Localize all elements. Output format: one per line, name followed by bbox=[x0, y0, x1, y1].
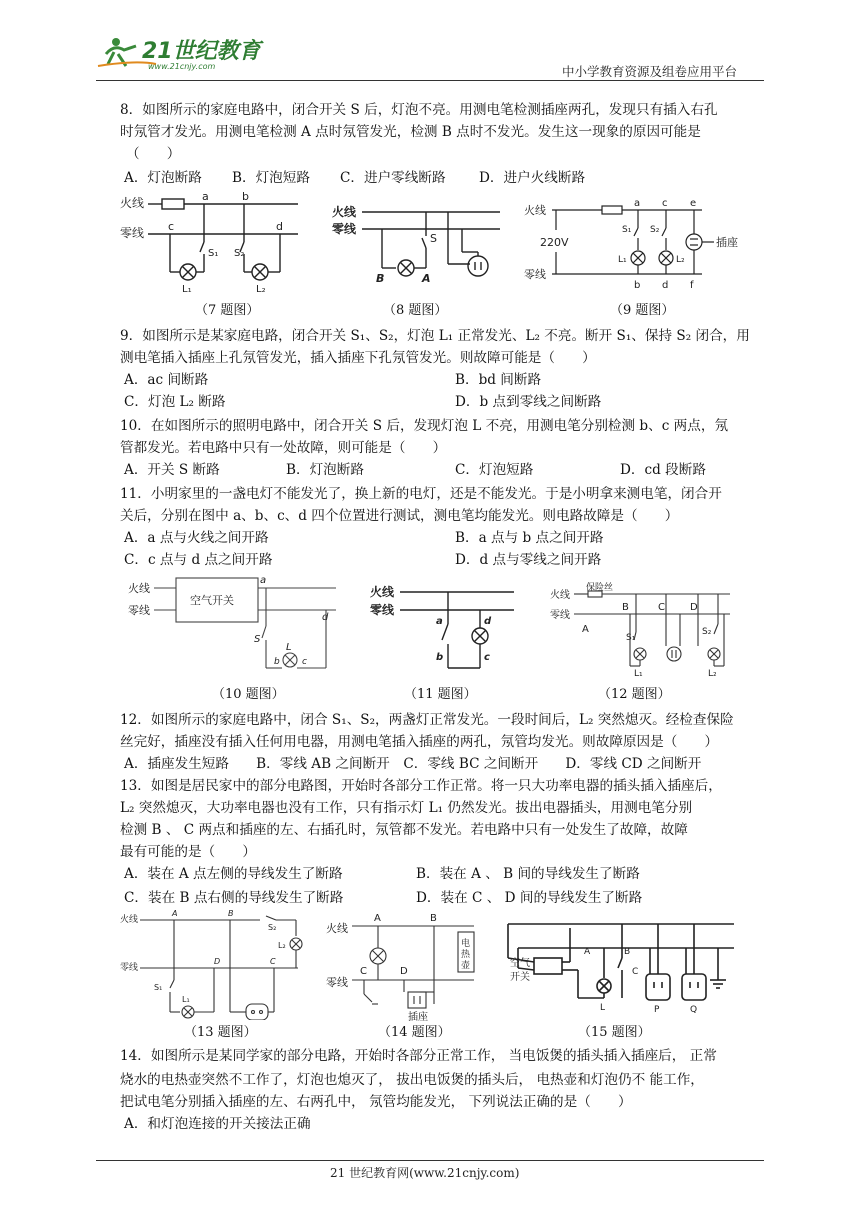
svg-text:电: 电 bbox=[461, 939, 471, 949]
q11-option-a: A．a 点与火线之间开路 bbox=[124, 530, 269, 546]
header-divider bbox=[96, 80, 764, 81]
svg-text:c: c bbox=[662, 198, 668, 209]
svg-text:开关: 开关 bbox=[510, 972, 530, 983]
svg-text:零线: 零线 bbox=[370, 603, 395, 617]
q8-option-b: B．灯泡短路 bbox=[232, 170, 310, 186]
q13-option-b: B．装在 A 、 B 间的导线发生了断路 bbox=[416, 866, 640, 882]
svg-text:L₂: L₂ bbox=[676, 255, 685, 265]
figure-15-caption: （15 题图） bbox=[578, 1025, 651, 1040]
figure-7-circuit bbox=[118, 192, 303, 297]
svg-text:d: d bbox=[484, 616, 492, 627]
footer-text: 21 世纪教育网(www.21cnjy.com) bbox=[330, 1166, 520, 1180]
q12-line1: 12．如图所示的家庭电路中，闭合 S₁、S₂，两盏灯正常发光。一段时间后，L₂ 突然熄灭。经检查保险 bbox=[120, 712, 734, 728]
svg-text:P: P bbox=[654, 1005, 660, 1015]
figure-7-caption: （7 题图） bbox=[195, 303, 260, 318]
q8-option-d: D．进户火线断路 bbox=[479, 170, 586, 186]
svg-text:S₁: S₁ bbox=[208, 248, 219, 259]
svg-text:火线: 火线 bbox=[120, 915, 139, 925]
svg-text:零线: 零线 bbox=[550, 610, 570, 621]
svg-text:火线: 火线 bbox=[128, 582, 150, 595]
q14-line2: 烧水的电热壶突然不工作了，灯泡也熄灭了， 拔出电饭煲的插头后， 电热壶和灯泡仍不 能工作， bbox=[120, 1072, 704, 1088]
q13-line4: 最有可能的是（ ） bbox=[120, 844, 256, 860]
svg-text:A: A bbox=[374, 913, 381, 924]
svg-text:L₂: L₂ bbox=[278, 941, 286, 950]
q9-option-c: C．灯泡 L₂ 断路 bbox=[124, 394, 226, 410]
svg-text:Q: Q bbox=[690, 1005, 698, 1015]
svg-text:C: C bbox=[270, 957, 276, 966]
svg-text:零线: 零线 bbox=[326, 976, 348, 989]
q10-line1: 10．在如图所示的照明电路中，闭合开关 S 后，发现灯泡 L 不亮，用测电笔分别检测 b、c 两点，氖 bbox=[120, 418, 729, 434]
svg-text:壶: 壶 bbox=[461, 961, 471, 971]
svg-text:零线: 零线 bbox=[120, 226, 145, 240]
svg-text:a: a bbox=[634, 198, 641, 209]
svg-text:火线: 火线 bbox=[332, 205, 357, 219]
svg-text:f: f bbox=[690, 280, 694, 291]
svg-text:零线: 零线 bbox=[120, 963, 139, 973]
svg-text:S₂: S₂ bbox=[702, 627, 712, 637]
svg-text:S₂: S₂ bbox=[650, 225, 660, 235]
q8-line2: 时氖管才发光。用测电笔检测 A 点时氖管发光，检测 B 点时不发光。发生这一现象的原因可能是 bbox=[120, 124, 701, 140]
svg-text:b: b bbox=[274, 657, 280, 667]
svg-text:零线: 零线 bbox=[128, 604, 150, 617]
svg-text:S₁: S₁ bbox=[626, 633, 636, 643]
q9-line1: 9．如图所示是某家庭电路，闭合开关 S₁、S₂，灯泡 L₁ 正常发光、L₂ 不亮。断开 S₁、保持 S₂ 闭合，用 bbox=[120, 328, 750, 344]
q13-line2: L₂ 突然熄灭，大功率电器也没有工作，只有指示灯 L₁ 仍然发光。拔出电器插头，用测电笔分别 bbox=[120, 800, 693, 816]
svg-text:火线: 火线 bbox=[370, 585, 395, 599]
svg-text:S₂: S₂ bbox=[268, 923, 277, 932]
q8-option-a: A．灯泡断路 bbox=[124, 170, 202, 186]
q10-option-c: C．灯泡短路 bbox=[455, 462, 534, 478]
svg-text:L₂: L₂ bbox=[256, 284, 266, 295]
svg-text:零线: 零线 bbox=[524, 268, 546, 281]
svg-text:b: b bbox=[634, 280, 641, 291]
svg-text:a: a bbox=[436, 616, 443, 627]
q8-line3: （ ） bbox=[126, 146, 181, 162]
svg-text:D: D bbox=[214, 957, 221, 966]
q9-option-b: B．bd 间断路 bbox=[455, 372, 542, 388]
q13-line1: 13．如图是居民家中的部分电路图，开始时各部分工作正常。将一只大功率电器的插头插入插座后， bbox=[120, 778, 722, 794]
figure-13-caption: （13 题图） bbox=[184, 1025, 257, 1040]
svg-text:d: d bbox=[276, 220, 283, 233]
svg-text:d: d bbox=[662, 280, 669, 291]
svg-text:a: a bbox=[260, 575, 267, 586]
svg-text:C: C bbox=[360, 966, 367, 977]
figure-11-caption: （11 题图） bbox=[404, 687, 477, 702]
svg-text:A: A bbox=[172, 909, 178, 918]
svg-text:插座: 插座 bbox=[408, 1012, 428, 1022]
svg-text:B: B bbox=[376, 272, 385, 285]
svg-text:B: B bbox=[622, 602, 629, 613]
figure-14-circuit bbox=[324, 910, 484, 1022]
figure-12-circuit bbox=[548, 580, 738, 678]
logo-url: www.21cnjy.com bbox=[148, 62, 216, 71]
svg-text:L₁: L₁ bbox=[182, 995, 190, 1004]
q14-line1: 14．如图所示是某同学家的部分电路，开始时各部分正常工作， 当电饭煲的插头插入插座后， 正常 bbox=[120, 1048, 717, 1064]
svg-text:e: e bbox=[690, 198, 697, 209]
logo-text: 21世纪教育 bbox=[142, 39, 261, 64]
svg-text:b: b bbox=[436, 652, 444, 663]
svg-text:a: a bbox=[202, 192, 209, 203]
svg-text:火线: 火线 bbox=[326, 922, 348, 935]
footer-divider bbox=[96, 1160, 764, 1161]
figure-14-caption: （14 题图） bbox=[378, 1025, 451, 1040]
q9-option-a: A．ac 间断路 bbox=[124, 372, 209, 388]
figure-15-circuit bbox=[504, 918, 740, 1018]
svg-text:S: S bbox=[254, 634, 261, 645]
q14-option-a: A．和灯泡连接的开关接法正确 bbox=[124, 1116, 311, 1132]
svg-text:A: A bbox=[422, 272, 431, 285]
svg-text:d: d bbox=[322, 612, 329, 623]
svg-text:A: A bbox=[582, 624, 589, 635]
svg-text:c: c bbox=[484, 652, 490, 663]
q10-option-b: B．灯泡断路 bbox=[286, 462, 364, 478]
svg-text:热: 热 bbox=[461, 950, 471, 960]
q9-line2: 测电笔插入插座上孔氖管发光，插入插座下孔氖管发光。则故障可能是（ ） bbox=[120, 350, 596, 366]
svg-text:空气: 空气 bbox=[510, 958, 530, 969]
svg-text:C: C bbox=[632, 967, 639, 977]
svg-text:B: B bbox=[624, 947, 631, 957]
figure-9-circuit bbox=[522, 194, 752, 292]
q10-option-a: A．开关 S 断路 bbox=[124, 462, 220, 478]
svg-text:c: c bbox=[168, 220, 175, 233]
q13-option-d: D．装在 C 、 D 间的导线发生了断路 bbox=[416, 890, 643, 906]
svg-text:D: D bbox=[400, 966, 408, 977]
svg-text:火线: 火线 bbox=[524, 204, 546, 217]
svg-text:A: A bbox=[584, 947, 591, 957]
svg-text:保险丝: 保险丝 bbox=[586, 583, 614, 593]
figure-12-caption: （12 题图） bbox=[598, 687, 671, 702]
svg-text:S₂: S₂ bbox=[234, 248, 245, 259]
svg-text:220V: 220V bbox=[540, 236, 569, 249]
figure-10-circuit bbox=[126, 574, 346, 684]
q13-line3: 检测 B 、 C 两点和插座的左、右插孔时，氖管都不发光。若电路中只有一处发生了故障，故障 bbox=[120, 822, 688, 838]
figure-9-caption: （9 题图） bbox=[610, 303, 675, 318]
q11-line1: 11．小明家里的一盏电灯不能发光了，换上新的电灯，还是不能发光。于是小明拿来测电笔，闭合开 bbox=[120, 486, 722, 502]
q11-option-b: B．a 点与 b 点之间开路 bbox=[455, 530, 604, 546]
svg-text:L: L bbox=[286, 642, 292, 653]
svg-text:S: S bbox=[430, 232, 437, 245]
svg-text:b: b bbox=[242, 192, 249, 203]
q10-option-d: D．cd 段断路 bbox=[620, 462, 706, 478]
platform-name: 中小学教育资源及组卷应用平台 bbox=[562, 64, 738, 79]
svg-text:L₁: L₁ bbox=[618, 255, 627, 265]
figure-8-caption: （8 题图） bbox=[383, 303, 448, 318]
q11-option-c: C．c 点与 d 点之间开路 bbox=[124, 552, 273, 568]
svg-text:B: B bbox=[228, 909, 234, 918]
svg-text:B: B bbox=[430, 913, 437, 924]
q12-line2: 丝完好，插座没有插入任何用电器，用测电笔插入插座的两孔，氖管均发光。则故障原因是（ ） bbox=[120, 734, 719, 750]
q14-line3: 把试电笔分别插入插座的左、右两孔中， 氖管均能发光， 下列说法正确的是（ ） bbox=[120, 1094, 632, 1110]
figure-13-circuit bbox=[118, 908, 308, 1020]
q9-option-d: D．b 点到零线之间断路 bbox=[455, 394, 602, 410]
svg-text:L₁: L₁ bbox=[182, 284, 192, 295]
svg-text:c: c bbox=[302, 657, 307, 667]
figure-11-circuit bbox=[368, 578, 518, 678]
svg-text:D: D bbox=[690, 602, 698, 613]
q11-line2: 关后，分别在图中 a、b、c、d 四个位置进行测试，测电笔均能发光。则电路故障是（ ） bbox=[120, 508, 679, 524]
svg-text:空气开关: 空气开关 bbox=[190, 594, 234, 607]
svg-text:C: C bbox=[658, 602, 665, 613]
q13-option-c: C．装在 B 点右侧的导线发生了断路 bbox=[124, 890, 344, 906]
q10-line2: 管都发光。若电路中只有一处故障，则可能是（ ） bbox=[120, 440, 447, 456]
q8-line1: 8．如图所示的家庭电路中，闭合开关 S 后，灯泡不亮。用测电笔检测插座两孔，发现只有插入右孔 bbox=[120, 102, 718, 118]
svg-text:L₂: L₂ bbox=[708, 669, 717, 678]
svg-text:S₁: S₁ bbox=[622, 225, 632, 235]
svg-text:火线: 火线 bbox=[550, 590, 570, 601]
svg-text:L: L bbox=[600, 1003, 606, 1013]
q12-options: A．插座发生短路 B．零线 AB 之间断开 C．零线 BC 之间断开 D．零线 CD 之间断开 bbox=[124, 756, 702, 772]
q13-option-a: A．装在 A 点左侧的导线发生了断路 bbox=[124, 866, 343, 882]
svg-text:火线: 火线 bbox=[120, 196, 145, 210]
q8-option-c: C．进户零线断路 bbox=[340, 170, 446, 186]
figure-8-circuit bbox=[330, 200, 505, 292]
svg-text:S₁: S₁ bbox=[154, 983, 163, 992]
q11-option-d: D．d 点与零线之间开路 bbox=[455, 552, 602, 568]
figure-10-caption: （10 题图） bbox=[212, 687, 285, 702]
svg-text:L₁: L₁ bbox=[634, 669, 643, 678]
svg-text:零线: 零线 bbox=[332, 222, 357, 236]
svg-text:插座: 插座 bbox=[716, 236, 738, 249]
